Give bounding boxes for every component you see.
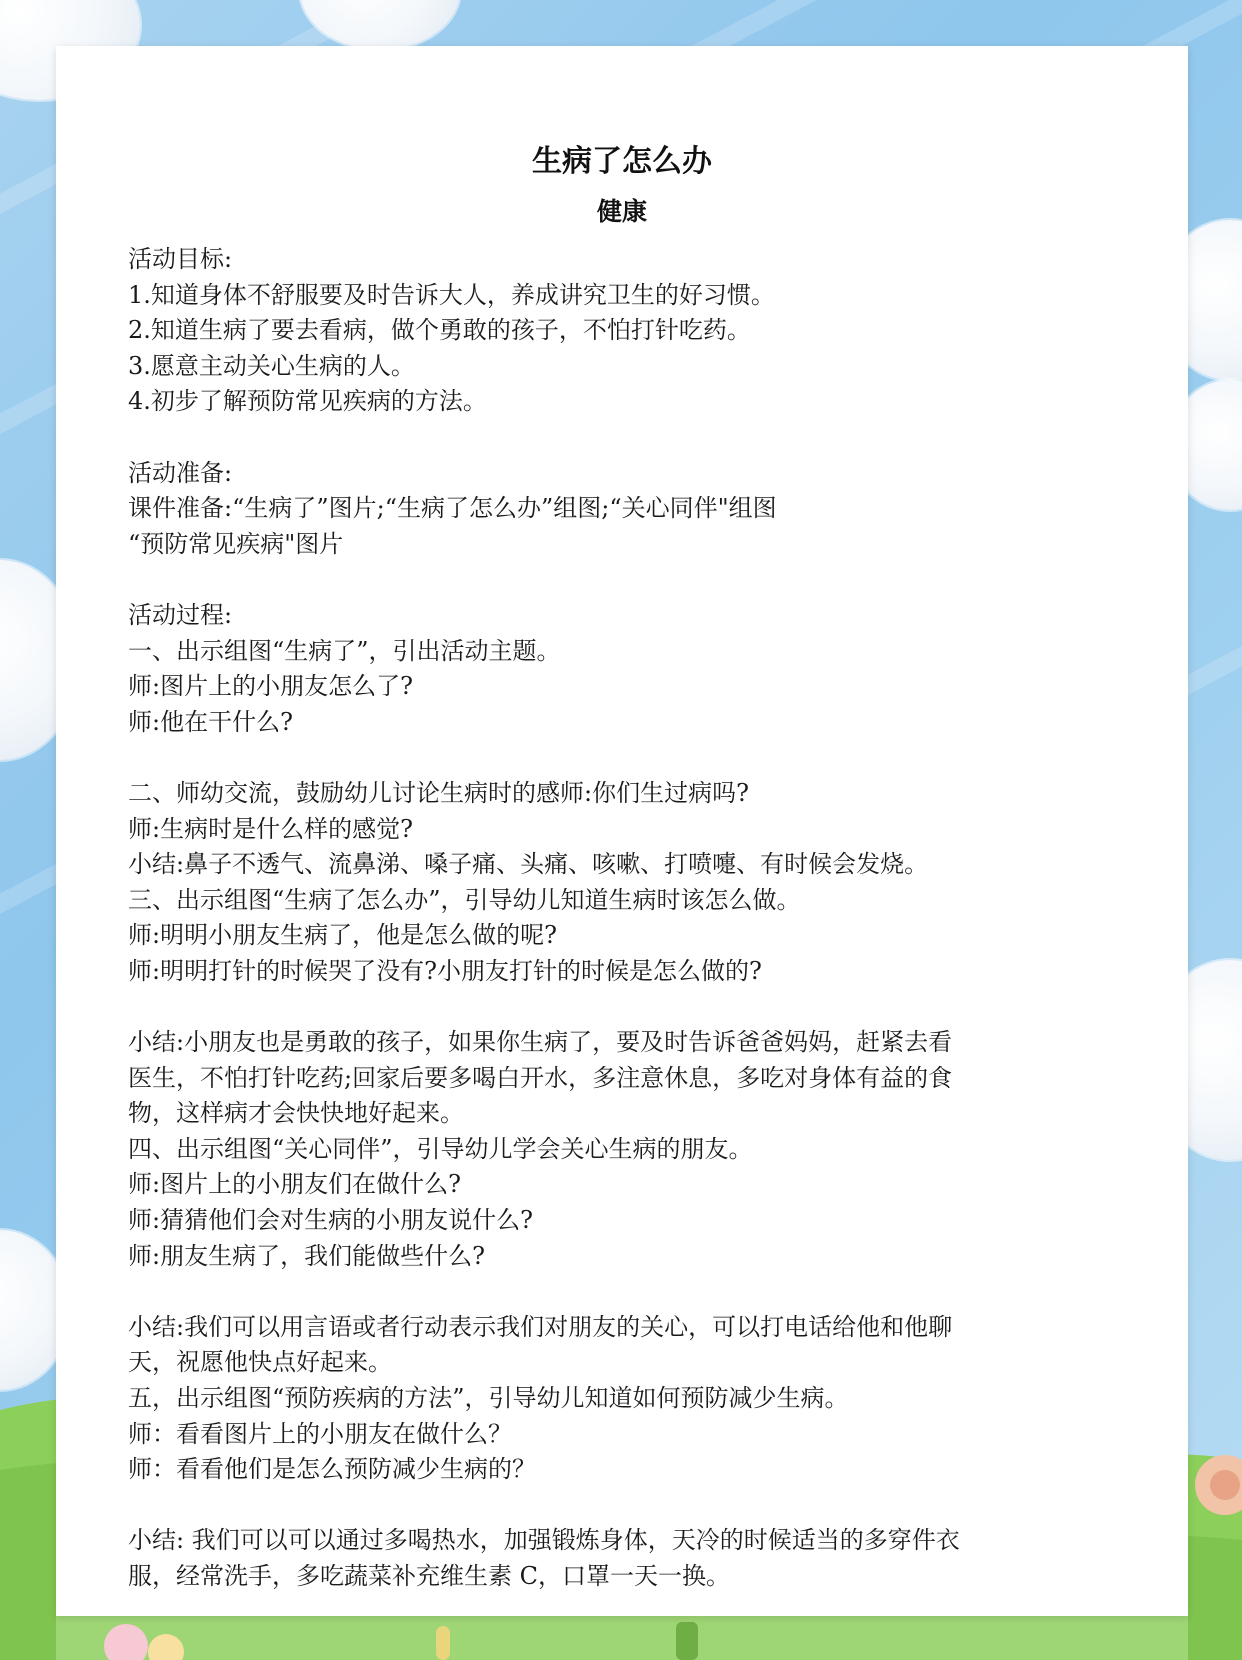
goal-item: 1.知道身体不舒服要及时告诉大人，养成讲究卫生的好习惯。 [128, 280, 775, 309]
document-body [128, 242, 1138, 1595]
process-line: 师:明明小朋友生病了，他是怎么做的呢? [128, 921, 557, 950]
process-line: 师：看看图片上的小朋友在做什么？ [128, 1419, 512, 1448]
flower-decoration [56, 1616, 1188, 1660]
process-line: 服，经常洗手，多吃蔬菜补充维生素 C，口罩一天一换。 [128, 1561, 730, 1590]
process-line: 师:猜猜他们会对生病的小朋友说什么? [128, 1206, 533, 1235]
process-line: 一、出示组图“生病了”，引出活动主题。 [128, 636, 561, 665]
preparation-line: 课件准备:“生病了”图片;“生病了怎么办”组图;“关心同伴"组图 [128, 494, 777, 523]
process-line: 小结:小朋友也是勇敢的孩子，如果你生病了，要及时告诉爸爸妈妈，赶紧去看 [128, 1028, 953, 1057]
document-sheet [56, 46, 1188, 1616]
process-line: 三、出示组图“生病了怎么办”，引导幼儿知道生病时该怎么做。 [128, 885, 801, 914]
process-line: 师:生病时是什么样的感觉? [128, 814, 413, 843]
preparation-line: “预防常见疾病"图片 [128, 529, 344, 558]
process-line: 师:图片上的小朋友怎么了? [128, 672, 413, 701]
process-line: 天，祝愿他快点好起来。 [128, 1348, 392, 1377]
cloud-decoration [300, 0, 460, 50]
process-line: 五，出示组图“预防疾病的方法”，引导幼儿知道如何预防减少生病。 [128, 1384, 849, 1412]
goals-heading: 活动目标: [128, 245, 233, 273]
process-line: 二、师幼交流，鼓励幼儿讨论生病时的感师:你们生过病吗? [128, 778, 749, 807]
process-line: 师:明明打针的时候哭了没有?小朋友打针的时候是怎么做的? [128, 956, 762, 985]
goal-item: 3.愿意主动关心生病的人。 [128, 351, 415, 380]
goal-item: 2.知道生病了要去看病，做个勇敢的孩子，不怕打针吃药。 [128, 316, 751, 345]
preparation-heading: 活动准备: [128, 458, 233, 487]
process-line: 小结: 我们可以可以通过多喝热水，加强锻炼身体，天冷的时候适当的多穿件衣 [128, 1526, 960, 1555]
document-title: 生病了怎么办 [532, 144, 712, 179]
process-heading: 活动过程: [128, 600, 233, 629]
process-line: 小结:我们可以用言语或者行动表示我们对朋友的关心，可以打电话给他和他聊 [128, 1312, 953, 1341]
goal-item: 4.初步了解预防常见疾病的方法。 [128, 387, 487, 416]
document-subtitle: 健康 [596, 197, 647, 226]
process-line: 医生，不怕打针吃药;回家后要多喝白开水，多注意休息，多吃对身体有益的食 [128, 1063, 953, 1092]
process-line: 师:图片上的小朋友们在做什么? [128, 1170, 461, 1199]
process-line: 师：看看他们是怎么预防减少生病的？ [128, 1455, 536, 1484]
process-line: 物，这样病才会快快地好起来。 [128, 1099, 464, 1128]
process-line: 师:他在干什么? [128, 707, 293, 736]
process-line: 师:朋友生病了，我们能做些什么? [128, 1241, 485, 1270]
process-line: 四、出示组图“关心同伴”，引导幼儿学会关心生病的朋友。 [128, 1134, 753, 1163]
process-line: 小结:鼻子不透气、流鼻涕、嗓子痛、头痛、咳嗽、打喷嚏、有时候会发烧。 [128, 850, 929, 879]
